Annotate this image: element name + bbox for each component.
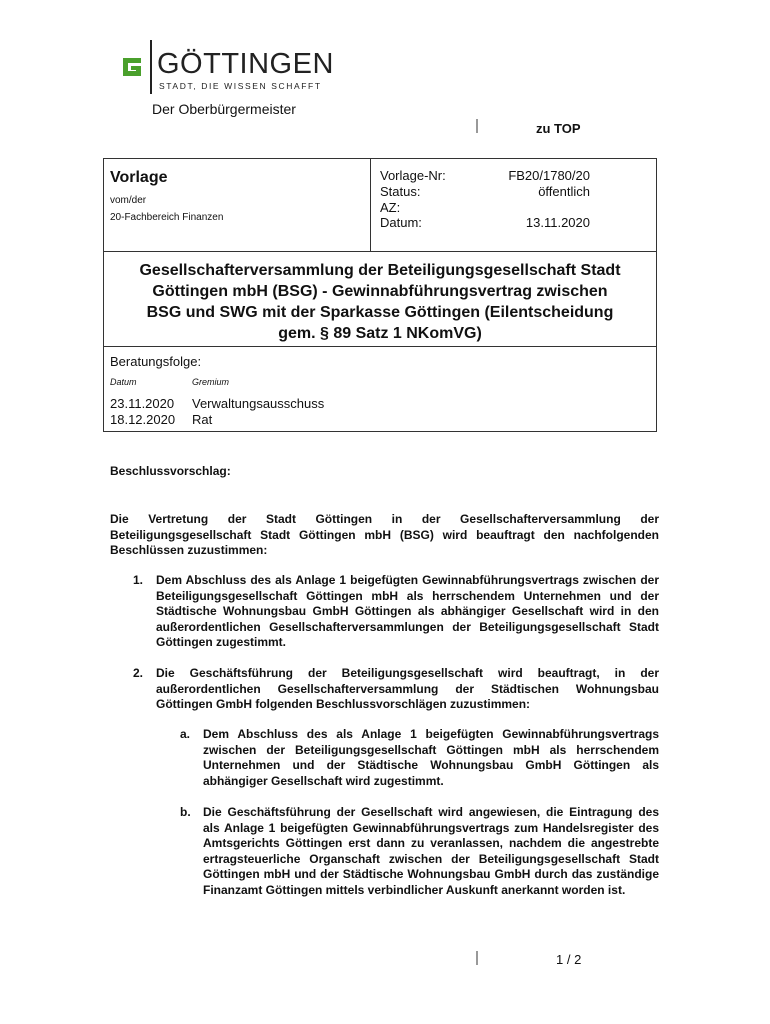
vorlage-title: Vorlage [110, 169, 168, 186]
subitem-text: Dem Abschluss des als Anlage 1 beigefügten Gewinnabführungsvertrags zwischen der Beteiligungsgesellschaft Göttingen mbH als herrschendem Unternehmen und der Städtische Wohnungsbau GmbH Göttingen als abhängiger Gesellschaft wird zugestimmt. [203, 727, 659, 788]
beratung-date: 23.11.2020 [110, 396, 175, 411]
meta-label-datum: Datum: [380, 215, 422, 230]
item-text: Die Geschäftsführung der Beteiligungsgesellschaft wird beauftragt, in der außerordentlichen Gesellschafterversammlung der Städtischen Wohnungsbau Göttingen GmbH folgenden Beschlussvorschlägen zuzustimmen: [156, 666, 659, 711]
subject-line: gem. § 89 Satz 1 NKomVG) [278, 325, 482, 342]
item-number: 1. [133, 573, 144, 587]
beratung-body: Verwaltungsausschuss [192, 396, 325, 411]
vorlage-vomder: vom/der [110, 195, 147, 206]
meta-label-az: AZ: [380, 200, 401, 215]
meta-label-nr: Vorlage-Nr: [380, 168, 446, 183]
footer-divider [476, 951, 478, 965]
logo-divider [150, 40, 152, 94]
subject-line: Gesellschafterversammlung der Beteiligungsgesellschaft Stadt [139, 262, 621, 279]
subject-line: Göttingen mbH (BSG) - Gewinnabführungsvertrag zwischen [152, 283, 608, 300]
item-text: Dem Abschluss des als Anlage 1 beigefügten Gewinnabführungsvertrags zwischen der Beteiligungsgesellschaft Göttingen mbH als herrschendem Unternehmen und der Städtische Wohnungsbau GmbH Göttingen als abhängiger Gesellschaft wird in den außerordentlichen Gesellschafterversammlungen der Beteiligungsgesellschaft Stadt Göttingen zugestimmt. [156, 573, 659, 649]
box-divider-beratung [103, 346, 657, 347]
subitem-letter: b. [180, 805, 191, 819]
box-divider-subject [103, 251, 657, 252]
vorlage-department: 20-Fachbereich Finanzen [110, 212, 224, 223]
item-number: 2. [133, 666, 144, 680]
column-header-gremium: Gremium [192, 377, 230, 387]
section-heading: Beschlussvorschlag: [110, 464, 231, 478]
subitem-text: Die Geschäftsführung der Gesellschaft wird angewiesen, die Eintragung des als Anlage 1 beigefügten Gewinnabführungsvertrags zum Handelsregister des Amtsgerichts Göttingen erst dann zu veranlassen, nachdem die angestrebte ertragsteuerliche Organschaft zwischen der Beteiligungsgesellschaft Stadt Göttingen mbH und der Städtische Wohnungsbau GmbH durch das zuständige Finanzamt Göttingen mittels verbindlicher Auskunft anerkannt worden ist. [203, 805, 659, 897]
city-logo [117, 40, 332, 96]
column-header-datum: Datum [110, 377, 137, 387]
subject-line: BSG und SWG mit der Sparkasse Göttingen (Eilentscheidung [146, 304, 614, 321]
intro-paragraph: Die Vertretung der Stadt Göttingen in der Gesellschafterversammlung der Beteiligungsgesellschaft Stadt Göttingen mbH (BSG) wird beauftragt den nachfolgenden Beschlüssen zuzustimmen: [110, 512, 659, 557]
top-label: zu TOP [536, 121, 581, 136]
logo-slogan: STADT, DIE WISSEN SCHAFFT [159, 81, 322, 91]
meta-label-status: Status: [380, 184, 421, 199]
beratung-date: 18.12.2020 [110, 412, 176, 427]
subitem-letter: a. [180, 727, 191, 741]
meta-value-datum: 13.11.2020 [525, 215, 590, 230]
meta-value-nr: FB20/1780/20 [508, 168, 590, 183]
subject-title [108, 260, 652, 344]
office-title: Der Oberbürgermeister [152, 101, 296, 117]
page-number: 1 / 2 [556, 952, 582, 967]
goettingen-g-logo-icon [117, 54, 143, 80]
top-divider [476, 119, 478, 133]
logo-city-name: GÖTTINGEN [157, 48, 334, 80]
beratungsfolge-label: Beratungsfolge: [110, 354, 202, 369]
meta-value-status: öffentlich [538, 184, 590, 199]
beratung-body: Rat [192, 412, 213, 427]
box-divider-vertical [370, 158, 371, 251]
